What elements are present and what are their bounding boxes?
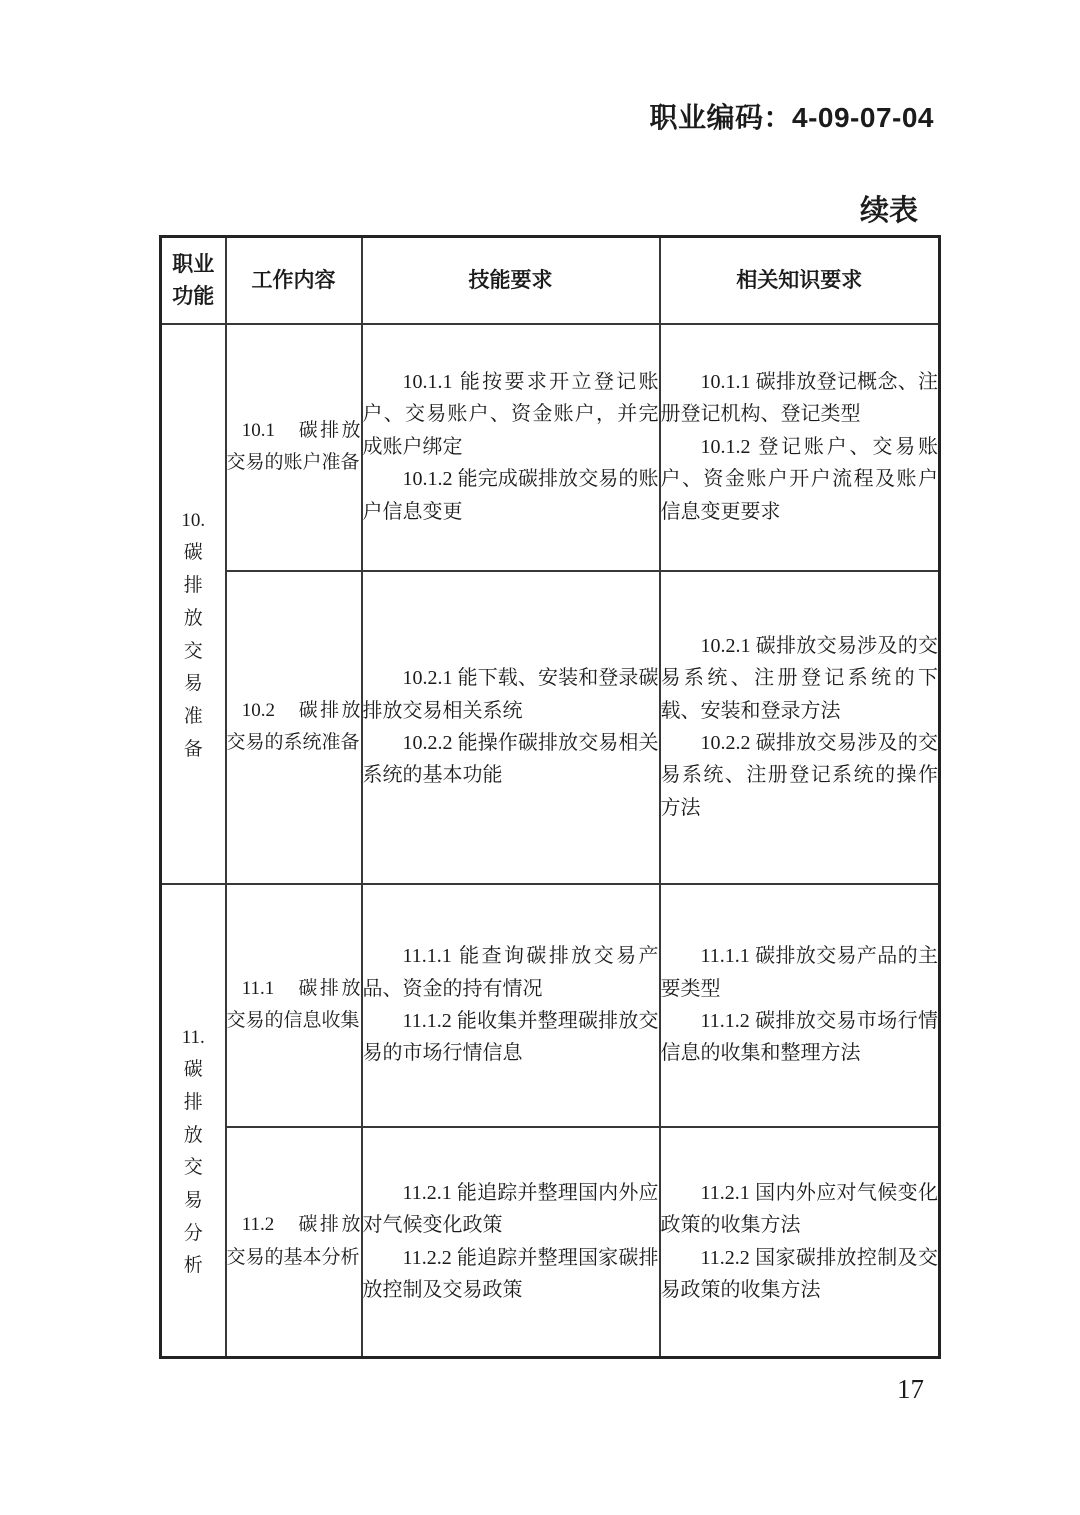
knowledge-item-10-2-1: 10.2.1 碳排放交易涉及的交易系统、注册登记系统的下载、安装和登录方法 — [660, 634, 938, 722]
header-function-line1: 职业 — [172, 251, 215, 276]
function-name-11: 碳排放交易分析 — [183, 1059, 203, 1277]
function-label-11 — [162, 1022, 225, 1283]
skills-11-2 — [362, 1127, 660, 1358]
occupational-standard-table — [159, 235, 941, 1359]
function-number-10: 10. — [181, 509, 206, 531]
knowledge-11-2 — [660, 1127, 940, 1358]
occupation-code: 职业编码：4-09-07-04 — [649, 102, 934, 133]
knowledge-11-1 — [660, 884, 940, 1127]
skill-item-10-1-1: 10.1.1 能按要求开立登记账户、交易账户、资金账户，并完成账户绑定 — [362, 371, 659, 458]
knowledge-10-2 — [660, 571, 940, 884]
skill-item-10-1-2: 10.1.2 能完成碳排放交易的账户信息变更 — [362, 468, 659, 523]
work-content-11-1 — [226, 884, 362, 1127]
work-content-10-1 — [226, 324, 362, 571]
header-skill-requirements: 技能要求 — [362, 237, 660, 324]
knowledge-10-1 — [660, 324, 940, 571]
work-content-10-2 — [226, 571, 362, 884]
knowledge-item-10-1-2: 10.1.2 登记账户、交易账户、资金账户开户流程及账户信息变更要求 — [660, 435, 938, 523]
header-knowledge-requirements: 相关知识要求 — [660, 237, 940, 324]
table-row-10-2 — [161, 571, 940, 884]
continued-table-label: 续表 — [859, 195, 918, 227]
knowledge-item-11-1-1: 11.1.1 碳排放交易产品的主要类型 — [660, 945, 938, 1000]
skill-item-11-1-2: 11.1.2 能收集并整理碳排放交易的市场行情信息 — [362, 1010, 659, 1065]
skill-item-11-2-1: 11.2.1 能追踪并整理国内外应对气候变化政策 — [362, 1181, 659, 1237]
work-content-11-2-text: 11.2 碳排放交易的基本分析 — [226, 1214, 361, 1268]
table-row-10-1 — [161, 324, 940, 571]
table-row-11-2 — [161, 1127, 940, 1358]
table-row-11-1 — [161, 884, 940, 1127]
function-name-10: 碳排放交易准备 — [183, 542, 203, 760]
skill-item-11-2-2: 11.2.2 能追踪并整理国家碳排放控制及交易政策 — [362, 1246, 659, 1302]
function-label-10 — [162, 505, 225, 766]
header-function-line2: 功能 — [172, 284, 215, 309]
knowledge-item-11-1-2: 11.1.2 碳排放交易市场行情信息的收集和整理方法 — [660, 1010, 938, 1065]
work-content-10-1-text: 10.1 碳排放交易的账户准备 — [226, 419, 361, 473]
table-header-row — [161, 237, 940, 324]
function-number-11: 11. — [181, 1026, 205, 1048]
work-content-10-2-text: 10.2 碳排放交易的系统准备 — [226, 699, 361, 753]
work-content-11-2 — [226, 1127, 362, 1358]
function-cell-11 — [161, 884, 226, 1358]
knowledge-item-10-1-1: 10.1.1 碳排放登记概念、注册登记机构、登记类型 — [660, 371, 938, 426]
header-work-content: 工作内容 — [226, 237, 362, 324]
header-occupational-function — [161, 237, 226, 324]
page-number: 17 — [897, 1374, 924, 1404]
skill-item-10-2-1: 10.2.1 能下载、安装和登录碳排放交易相关系统 — [362, 667, 659, 722]
knowledge-item-11-2-2: 11.2.2 国家碳排放控制及交易政策的收集方法 — [660, 1246, 938, 1302]
function-cell-10 — [161, 324, 226, 884]
skill-item-10-2-2: 10.2.2 能操作碳排放交易相关系统的基本功能 — [362, 732, 659, 787]
knowledge-item-10-2-2: 10.2.2 碳排放交易涉及的交易系统、注册登记系统的操作方法 — [660, 732, 938, 819]
work-content-11-1-text: 11.1 碳排放交易的信息收集 — [226, 977, 361, 1031]
skill-item-11-1-1: 11.1.1 能查询碳排放交易产品、资金的持有情况 — [362, 945, 659, 1000]
knowledge-item-11-2-1: 11.2.1 国内外应对气候变化政策的收集方法 — [660, 1181, 938, 1237]
skills-11-1 — [362, 884, 660, 1127]
skills-10-1 — [362, 324, 660, 571]
skills-10-2 — [362, 571, 660, 884]
